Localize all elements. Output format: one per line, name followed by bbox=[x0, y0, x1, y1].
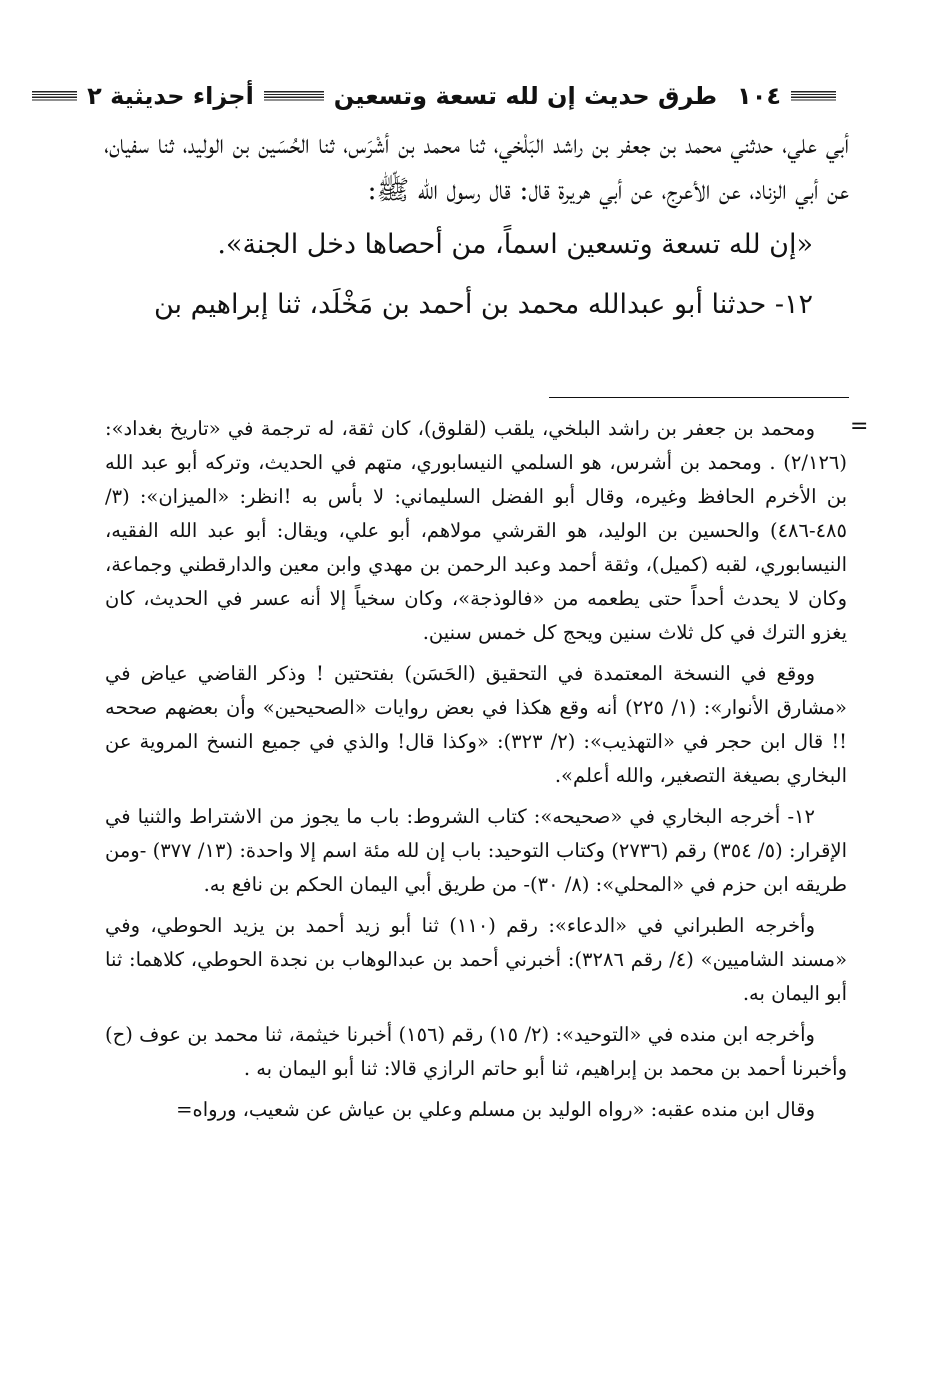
footnotes bbox=[105, 412, 847, 1134]
header-ornament-rule bbox=[32, 91, 77, 101]
footnote-paragraph: وأخرجه ابن منده في «التوحيد»: (٢/ ١٥) رقم (١٥٦) أخبرنا خيثمة، ثنا محمد بن عوف (ح) وأخبرنا أحمد بن محمد بن إبراهيم، ثنا أبو حاتم الرازي قالا: ثنا أبو اليمان به . bbox=[105, 1023, 847, 1080]
footnote-paragraph: ووقع في النسخة المعتمدة في التحقيق (الحَسَن) بفتحتين ! وذكر القاضي عياض في «مشارق الأنوار»: (١/ ٢٢٥) أنه وقع هكذا في بعض روايات «الصحيحين» وأن بعضهم صححه !! قال ابن حجر في «التهذيب»: (٢/ ٣٢٣): «وكذا قال! والذي في جميع النسخ المروية عن البخاري بصيغة التصغير، والله أعلم». bbox=[105, 662, 848, 787]
chapter-title: طرق حديث إن لله تسعة وتسعين bbox=[333, 82, 718, 110]
footnote-paragraph: ومحمد بن جعفر بن راشد البلخي، يلقب (لقلوق)، كان ثقة، له ترجمة في «تاريخ بغداد»: (٢/١٢٦) . ومحمد بن أشرس، هو السلمي النيسابوري، متهم في الحديث، وتركه أبو عبد الله بن الأخرم الحافظ وغيره، وقال أبو الفضل السليماني: لا بأس به !انظر: «الميزان»: (٣/ ٤٨٥-٤٨٦) والحسين بن الوليد، هو القرشي مولاهم، أبو علي، ويقال: أبو عبد الله الفقيه، النيسابوري، لقبه (كميل)، وثقة أحمد وعبد الرحمن بن مهدي وابن معين والدارقطني وجماعة، وكان لا يحدث أحداً حتى يطعمه من «فالوذجة»، وكان سخياً إلا أنه عسر في الحديث، كان يغزو الترك في كل ثلاث سنين ويحج كل خمس سنين. bbox=[105, 417, 847, 644]
header-ornament-rule bbox=[791, 91, 836, 101]
footnote-paragraph: وأخرجه الطبراني في «الدعاء»: رقم (١١٠) ثنا أبو زيد أحمد بن يزيد الحوطي، وفي «مسند الشاميين» (٤/ رقم ٣٢٨٦): أخبرني أحمد بن عبدالوهاب بن نجدة الحوطي، كلاهما: ثنا أبو اليمان به. bbox=[105, 914, 847, 1005]
hadith-12-opening: ١٢- حدثنا أبو عبدالله محمد بن أحمد بن مَخْلَد، ثنا إبراهيم بن bbox=[153, 289, 813, 320]
isnad-paragraph: أبي علي، حدثني محمد بن جعفر بن راشد البَلْخي، ثنا محمد بن أشْرَس، ثنا الحُسَين بن الوليد، ثنا سفيان، عن أبي الزناد، عن الأعرج، عن أبي هريرة قال: قال رسول الله ﷺ: bbox=[104, 129, 849, 206]
footnote-paragraph: وقال ابن منده عقبه: «رواه الوليد بن مسلم وعلي بن عياش عن شعيب، ورواه= bbox=[176, 1098, 815, 1121]
main-text bbox=[104, 122, 849, 328]
hadith-quote: «إن لله تسعة وتسعين اسماً، من أحصاها دخل الجنة». bbox=[217, 229, 813, 260]
running-header bbox=[87, 74, 846, 118]
book-title: أجزاء حديثية ٢ bbox=[87, 82, 254, 110]
footnote-paragraph: ١٢- أخرجه البخاري في «صحيحه»: كتاب الشروط: باب ما يجوز من الاشتراط والثنيا في الإقرار: (٥/ ٣٥٤) رقم (٢٧٣٦) وكتاب التوحيد: باب إن لله مئة اسم إلا واحدة: (١٣/ ٣٧٧) -ومن طريقه ابن حزم في «المحلي»: (٨/ ٣٠)- من طريق أبي اليمان الحكم بن نافع به. bbox=[105, 805, 847, 896]
footnote-separator bbox=[549, 397, 849, 398]
header-ornament-rule bbox=[264, 91, 324, 101]
continuation-mark: = bbox=[850, 414, 869, 439]
page-number: ١٠٤ bbox=[737, 82, 781, 110]
